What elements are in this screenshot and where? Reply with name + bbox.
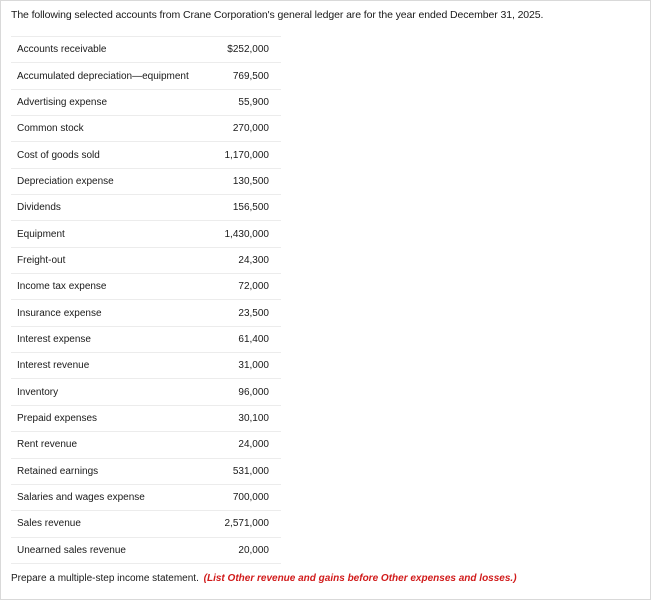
account-row <box>11 484 281 510</box>
account-name: Rent revenue <box>17 439 78 451</box>
account-row <box>11 405 281 431</box>
account-name: Depreciation expense <box>17 175 114 187</box>
account-row <box>11 115 281 141</box>
account-row <box>11 510 281 536</box>
account-name: Interest expense <box>17 333 91 345</box>
account-name: Dividends <box>17 202 61 214</box>
account-amount: 156,500 <box>232 202 269 214</box>
account-name: Accounts receivable <box>17 44 107 56</box>
accounts-table <box>11 36 281 564</box>
account-row <box>11 62 281 88</box>
account-name: Income tax expense <box>17 281 107 293</box>
account-name: Prepaid expenses <box>17 412 98 424</box>
account-row <box>11 273 281 299</box>
account-row <box>11 194 281 220</box>
account-amount: 61,400 <box>238 333 269 345</box>
account-amount: 55,900 <box>238 96 269 108</box>
account-name: Sales revenue <box>17 518 81 530</box>
account-row <box>11 168 281 194</box>
account-row <box>11 220 281 246</box>
account-amount: 96,000 <box>238 386 269 398</box>
account-row <box>11 247 281 273</box>
account-amount: 1,430,000 <box>224 228 269 240</box>
account-name: Common stock <box>17 123 84 135</box>
account-row <box>11 36 281 62</box>
account-row <box>11 378 281 404</box>
account-name: Interest revenue <box>17 360 90 372</box>
account-name: Cost of goods sold <box>17 149 100 161</box>
account-row <box>11 458 281 484</box>
question-intro: The following selected accounts from Crane Corporation's general ledger are for the year ended December 31, 2025. <box>11 9 544 21</box>
account-amount: 769,500 <box>232 70 269 82</box>
account-row <box>11 326 281 352</box>
account-amount: 30,100 <box>238 412 269 424</box>
account-amount: 72,000 <box>238 281 269 293</box>
account-row <box>11 352 281 378</box>
account-amount: 1,170,000 <box>224 149 269 161</box>
instruction-note: (List Other revenue and gains before Other expenses and losses.) <box>203 573 517 584</box>
account-row <box>11 431 281 457</box>
instruction-main: Prepare a multiple-step income statement. <box>11 573 199 584</box>
account-amount: 31,000 <box>238 360 269 372</box>
account-amount: 700,000 <box>232 492 269 504</box>
account-row <box>11 141 281 167</box>
account-amount: 20,000 <box>238 544 269 556</box>
account-name: Equipment <box>17 228 65 240</box>
account-name: Inventory <box>17 386 59 398</box>
account-name: Salaries and wages expense <box>17 492 145 504</box>
account-amount: 24,300 <box>238 254 269 266</box>
instruction-text <box>11 573 517 584</box>
account-row <box>11 537 281 564</box>
account-name: Accumulated depreciation—equipment <box>17 70 189 82</box>
account-name: Unearned sales revenue <box>17 544 126 556</box>
account-amount: 24,000 <box>238 439 269 451</box>
account-name: Advertising expense <box>17 96 108 108</box>
account-amount: 2,571,000 <box>224 518 269 530</box>
account-name: Retained earnings <box>17 465 99 477</box>
account-name: Freight-out <box>17 254 66 266</box>
account-amount: 531,000 <box>232 465 269 477</box>
account-amount: 130,500 <box>232 175 269 187</box>
account-amount: 270,000 <box>232 123 269 135</box>
account-row <box>11 89 281 115</box>
account-name: Insurance expense <box>17 307 102 319</box>
account-amount: 23,500 <box>238 307 269 319</box>
account-amount: $252,000 <box>227 44 269 56</box>
account-row <box>11 299 281 325</box>
